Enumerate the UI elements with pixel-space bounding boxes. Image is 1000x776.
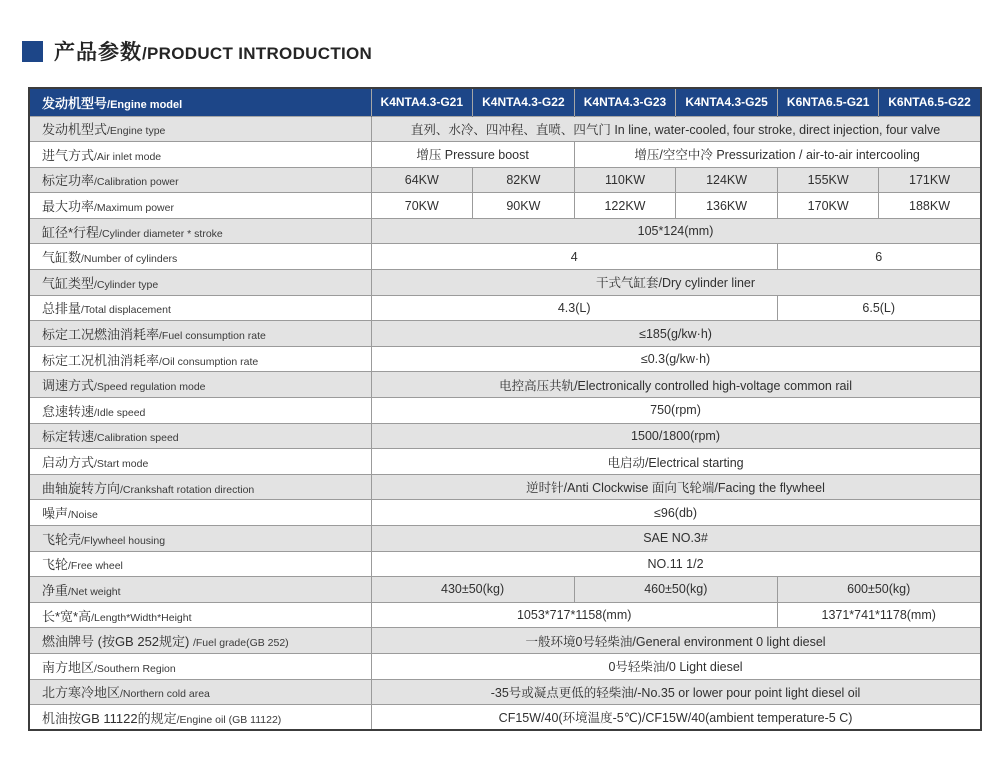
spec-value-cell: 6.5(L) — [777, 295, 980, 321]
spec-value-cell: 1053*717*1158(mm) — [371, 602, 777, 628]
spec-row-label-zh: 最大功率 — [42, 199, 95, 215]
spec-value-cell: 155KW — [777, 167, 879, 193]
model-column-header: K6NTA6.5-G21 — [777, 88, 879, 116]
spec-row-label-en: /Maximum power — [94, 202, 174, 215]
model-column-header: K4NTA4.3-G22 — [473, 88, 575, 116]
spec-row-label — [29, 423, 371, 449]
spec-value-cell: -35号或凝点更低的轻柴油/-No.35 or lower pour point light diesel oil — [371, 679, 981, 705]
spec-row-label-en: /Cylinder diameter * stroke — [99, 227, 223, 240]
model-column-header: K6NTA6.5-G22 — [879, 88, 981, 116]
spec-row-label-en: /Engine oil (GB 11122) — [176, 713, 282, 726]
spec-value-cell: 70KW — [371, 193, 473, 219]
spec-value-cell: ≤96(db) — [371, 500, 981, 526]
spec-row — [29, 270, 981, 296]
spec-value-cell: 增压/空空中冷 Pressurization / air-to-air intercooling — [574, 142, 980, 168]
spec-row-label-zh: 怠速转速 — [42, 403, 95, 419]
spec-row-label-en: /Engine type — [107, 125, 166, 138]
spec-row-label-en: /Fuel grade(GB 252) — [192, 637, 289, 650]
spec-row — [29, 449, 981, 475]
title-accent-square-icon — [22, 41, 43, 62]
spec-row — [29, 142, 981, 168]
spec-row-label — [29, 474, 371, 500]
page-title-zh: 产品参数 — [54, 41, 142, 64]
spec-row-label-zh: 飞轮 — [42, 557, 69, 573]
product-spec-table-wrap — [28, 87, 980, 731]
spec-row-label-en: /Flywheel housing — [81, 534, 166, 547]
spec-value-cell: 逆时针/Anti Clockwise 面向飞轮端/Facing the flywheel — [371, 474, 981, 500]
model-column-header: K4NTA4.3-G21 — [371, 88, 473, 116]
spec-value-cell: 82KW — [473, 167, 575, 193]
spec-row-label-en: /Start mode — [94, 458, 149, 471]
spec-row — [29, 474, 981, 500]
spec-value-cell: 105*124(mm) — [371, 218, 981, 244]
spec-value-cell: 1371*741*1178(mm) — [777, 602, 980, 628]
spec-row-label-en: /Cylinder type — [94, 278, 159, 291]
spec-row — [29, 167, 981, 193]
spec-row — [29, 551, 981, 577]
spec-value-cell: ≤185(g/kw·h) — [371, 321, 981, 347]
spec-value-cell: 4 — [371, 244, 777, 270]
spec-row-label-zh: 噪声 — [42, 506, 69, 522]
spec-row-label-en: /Net weight — [68, 585, 121, 598]
spec-row-label-zh: 长*宽*高 — [42, 608, 92, 624]
spec-row-label-zh: 标定工况机油消耗率 — [42, 352, 160, 368]
spec-row — [29, 372, 981, 398]
spec-row — [29, 653, 981, 679]
model-column-header: K4NTA4.3-G25 — [676, 88, 778, 116]
spec-row-label-zh: 调速方式 — [42, 378, 95, 394]
spec-row — [29, 346, 981, 372]
spec-value-cell: 188KW — [879, 193, 981, 219]
spec-row-label-en: /Northern cold area — [120, 688, 210, 701]
spec-row-label-en: /Air inlet mode — [94, 150, 162, 163]
spec-row-label — [29, 398, 371, 424]
spec-value-cell: 136KW — [676, 193, 778, 219]
spec-row-label-en: /Oil consumption rate — [159, 355, 259, 368]
spec-row-label-en: /Calibration speed — [94, 432, 179, 445]
spec-row-label-zh: 气缸类型 — [42, 275, 95, 291]
engine-model-header-en: /Engine model — [107, 98, 183, 111]
spec-row-label-en: /Speed regulation mode — [94, 381, 206, 394]
spec-row-label — [29, 321, 371, 347]
page-title — [22, 36, 372, 66]
spec-value-cell: 电启动/Electrical starting — [371, 449, 981, 475]
spec-row — [29, 628, 981, 654]
engine-model-header — [29, 88, 371, 116]
spec-value-cell: 电控高压共轨/Electronically controlled high-voltage common rail — [371, 372, 981, 398]
spec-row-label-zh: 发动机型式 — [42, 122, 108, 138]
spec-row-label-en: /Total displacement — [81, 304, 171, 317]
spec-value-cell: NO.11 1/2 — [371, 551, 981, 577]
spec-row — [29, 193, 981, 219]
model-column-header: K4NTA4.3-G23 — [574, 88, 676, 116]
spec-row-label — [29, 551, 371, 577]
engine-model-header-zh: 发动机型号 — [42, 95, 108, 111]
spec-row-label-zh: 启动方式 — [42, 455, 95, 471]
spec-value-cell: 4.3(L) — [371, 295, 777, 321]
spec-value-cell: 干式气缸套/Dry cylinder liner — [371, 270, 981, 296]
spec-row-label-zh: 南方地区 — [42, 659, 95, 675]
spec-row — [29, 321, 981, 347]
spec-row-label-zh: 燃油牌号 (按GB 252规定) — [42, 634, 193, 650]
spec-row — [29, 602, 981, 628]
spec-value-cell: 64KW — [371, 167, 473, 193]
table-header-row — [29, 88, 981, 116]
spec-row — [29, 679, 981, 705]
spec-value-cell: 0号轻柴油/0 Light diesel — [371, 653, 981, 679]
spec-value-cell: 124KW — [676, 167, 778, 193]
spec-row-label — [29, 705, 371, 731]
product-spec-table — [28, 87, 982, 731]
spec-row-label — [29, 116, 371, 142]
spec-row-label-en: /Noise — [68, 509, 98, 522]
spec-row-label-zh: 飞轮壳 — [42, 531, 82, 547]
spec-value-cell: 直列、水冷、四冲程、直喷、四气门 In line, water-cooled, four stroke, direct injection, four valve — [371, 116, 981, 142]
spec-row — [29, 218, 981, 244]
spec-row-label-en: /Crankshaft rotation direction — [120, 483, 255, 496]
spec-row-label-zh: 标定转速 — [42, 429, 95, 445]
spec-row-label — [29, 449, 371, 475]
spec-row-label — [29, 270, 371, 296]
spec-row — [29, 398, 981, 424]
spec-row-label-zh: 总排量 — [42, 301, 82, 317]
spec-row — [29, 705, 981, 731]
spec-row-label-zh: 机油按GB 11122的规定 — [42, 710, 177, 726]
spec-value-cell: 171KW — [879, 167, 981, 193]
spec-row-label — [29, 218, 371, 244]
spec-row-label-en: /Free wheel — [68, 560, 123, 573]
spec-value-cell: SAE NO.3# — [371, 526, 981, 552]
spec-value-cell: 增压 Pressure boost — [371, 142, 574, 168]
spec-row-label — [29, 167, 371, 193]
spec-row — [29, 577, 981, 603]
spec-row-label-en: /Southern Region — [94, 662, 176, 675]
spec-row-label-en: /Length*Width*Height — [91, 611, 192, 624]
spec-row-label — [29, 142, 371, 168]
spec-value-cell: 110KW — [574, 167, 676, 193]
spec-row-label-zh: 标定工况燃油消耗率 — [42, 327, 160, 343]
spec-value-cell: 460±50(kg) — [574, 577, 777, 603]
spec-row-label — [29, 602, 371, 628]
spec-value-cell: 430±50(kg) — [371, 577, 574, 603]
spec-row — [29, 116, 981, 142]
spec-value-cell: ≤0.3(g/kw·h) — [371, 346, 981, 372]
spec-row-label-en: /Fuel consumption rate — [159, 330, 266, 343]
spec-row-label — [29, 653, 371, 679]
spec-row-label — [29, 295, 371, 321]
spec-value-cell: CF15W/40(环境温度-5℃)/CF15W/40(ambient temperature-5 C) — [371, 705, 981, 731]
spec-row-label — [29, 193, 371, 219]
spec-row-label-zh: 气缸数 — [42, 250, 82, 266]
spec-row-label — [29, 500, 371, 526]
spec-value-cell: 600±50(kg) — [777, 577, 980, 603]
spec-row — [29, 244, 981, 270]
spec-row-label — [29, 526, 371, 552]
spec-value-cell: 一般环境0号轻柴油/General environment 0 light diesel — [371, 628, 981, 654]
spec-row — [29, 423, 981, 449]
spec-value-cell: 6 — [777, 244, 980, 270]
page-title-en: /PRODUCT INTRODUCTION — [142, 44, 373, 63]
spec-row-label-zh: 曲轴旋转方向 — [42, 480, 121, 496]
spec-row-label-en: /Calibration power — [94, 176, 179, 189]
spec-row-label-zh: 进气方式 — [42, 147, 95, 163]
spec-row-label — [29, 244, 371, 270]
spec-row-label-en: /Idle speed — [94, 406, 146, 419]
spec-row-label — [29, 628, 371, 654]
spec-row-label — [29, 372, 371, 398]
spec-row-label — [29, 346, 371, 372]
spec-row — [29, 295, 981, 321]
spec-row-label — [29, 577, 371, 603]
spec-row-label-en: /Number of cylinders — [81, 253, 178, 266]
spec-row — [29, 526, 981, 552]
spec-value-cell: 122KW — [574, 193, 676, 219]
spec-value-cell: 1500/1800(rpm) — [371, 423, 981, 449]
spec-row-label — [29, 679, 371, 705]
spec-value-cell: 750(rpm) — [371, 398, 981, 424]
spec-row-label-zh: 北方寒冷地区 — [42, 685, 121, 701]
spec-value-cell: 170KW — [777, 193, 879, 219]
page-title-text — [54, 36, 372, 66]
spec-row-label-zh: 净重 — [42, 582, 69, 598]
spec-value-cell: 90KW — [473, 193, 575, 219]
spec-row — [29, 500, 981, 526]
spec-row-label-zh: 标定功率 — [42, 173, 95, 189]
spec-row-label-zh: 缸径*行程 — [42, 224, 100, 240]
